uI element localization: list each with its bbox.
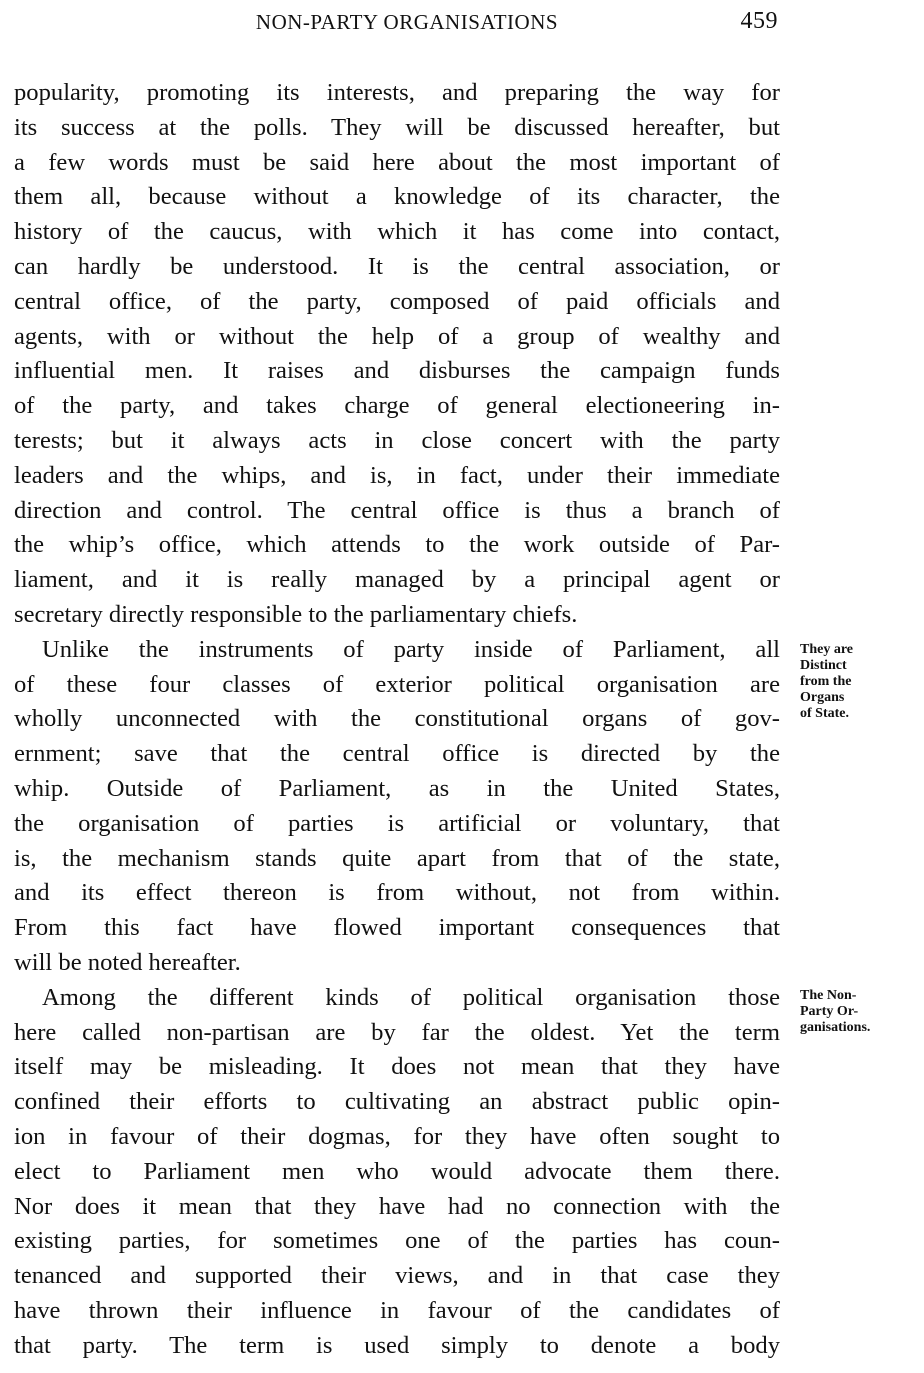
sidenote-line: Party Or-	[800, 1004, 859, 1019]
sidenote-non-party-organisations	[800, 988, 910, 1036]
text-line: is, the mechanism stands quite apart from that of the state,	[14, 844, 780, 872]
text-line: confined their efforts to cultivating an abstract public opin-	[14, 1088, 780, 1116]
sidenote-line: from the	[800, 674, 852, 689]
text-line: Nor does it mean that they have had no connection with the	[14, 1192, 780, 1220]
paragraph-2	[14, 633, 780, 981]
text-line: influential men. It raises and disburses the campaign funds	[14, 357, 780, 385]
sidenote-distinct-from-state	[800, 642, 910, 722]
text-line: of the party, and takes charge of general electioneering in-	[14, 392, 780, 420]
text-line: existing parties, for sometimes one of the parties has coun-	[14, 1227, 780, 1255]
text-line: have thrown their influence in favour of the candidates of	[14, 1296, 780, 1324]
text-line: will be noted hereafter.	[14, 948, 241, 976]
sidenote-line: ganisations.	[800, 1020, 871, 1035]
page-number: 459	[740, 8, 778, 34]
text-line: central office, of the party, composed of paid officials and	[14, 287, 780, 315]
text-line: leaders and the whips, and is, in fact, under their immediate	[14, 461, 780, 489]
sidenote-line: of State.	[800, 706, 849, 721]
text-line: From this fact have flowed important consequences that	[14, 914, 780, 942]
sidenote-line: Organs	[800, 690, 845, 705]
text-line: ernment; save that the central office is directed by the	[14, 740, 780, 768]
running-title: NON-PARTY ORGANISATIONS	[255, 10, 559, 34]
paragraph-1	[14, 76, 780, 633]
text-line: itself may be misleading. It does not mean that they have	[14, 1053, 780, 1081]
text-line: a few words must be said here about the most important of	[14, 148, 780, 176]
text-line: that party. The term is used simply to denote a body	[14, 1331, 780, 1359]
text-line: its success at the polls. They will be discussed hereafter, but	[14, 113, 780, 141]
text-line: ion in favour of their dogmas, for they have often sought to	[14, 1122, 780, 1150]
text-line: agents, with or without the help of a group of wealthy and	[14, 322, 780, 350]
text-line: the organisation of parties is artificial or voluntary, that	[14, 809, 780, 837]
text-line: them all, because without a knowledge of its character, the	[14, 183, 780, 211]
text-line: of these four classes of exterior political organisation are	[14, 670, 780, 698]
text-line: wholly unconnected with the constitutional organs of gov-	[14, 705, 780, 733]
text-line: tenanced and supported their views, and in that case they	[14, 1262, 780, 1290]
text-line: Unlike the instruments of party inside of Parliament, all	[42, 635, 780, 663]
text-line: elect to Parliament men who would advocate them there.	[14, 1157, 780, 1185]
body-text	[14, 76, 780, 1363]
text-line: direction and control. The central office is thus a branch of	[14, 496, 780, 524]
text-line: can hardly be understood. It is the central association, or	[14, 252, 780, 280]
text-line: and its effect thereon is from without, not from within.	[14, 879, 780, 907]
text-line: terests; but it always acts in close concert with the party	[14, 426, 780, 454]
text-line: popularity, promoting its interests, and preparing the way for	[14, 79, 780, 106]
text-line: Among the different kinds of political organisation those	[42, 983, 780, 1011]
text-line: whip. Outside of Parliament, as in the United States,	[14, 774, 780, 802]
text-line: here called non-partisan are by far the oldest. Yet the term	[14, 1018, 780, 1046]
text-line: history of the caucus, with which it has come into contact,	[14, 218, 780, 246]
text-line: secretary directly responsible to the parliamentary chiefs.	[14, 600, 578, 628]
text-line: liament, and it is really managed by a principal agent or	[14, 566, 780, 594]
paragraph-3	[14, 981, 780, 1364]
text-line: the whip’s office, which attends to the work outside of Par-	[14, 531, 780, 559]
sidenote-line: Distinct	[800, 658, 847, 673]
running-head	[14, 10, 780, 40]
sidenote-line: The Non-	[800, 988, 857, 1003]
sidenote-line: They are	[800, 642, 854, 657]
